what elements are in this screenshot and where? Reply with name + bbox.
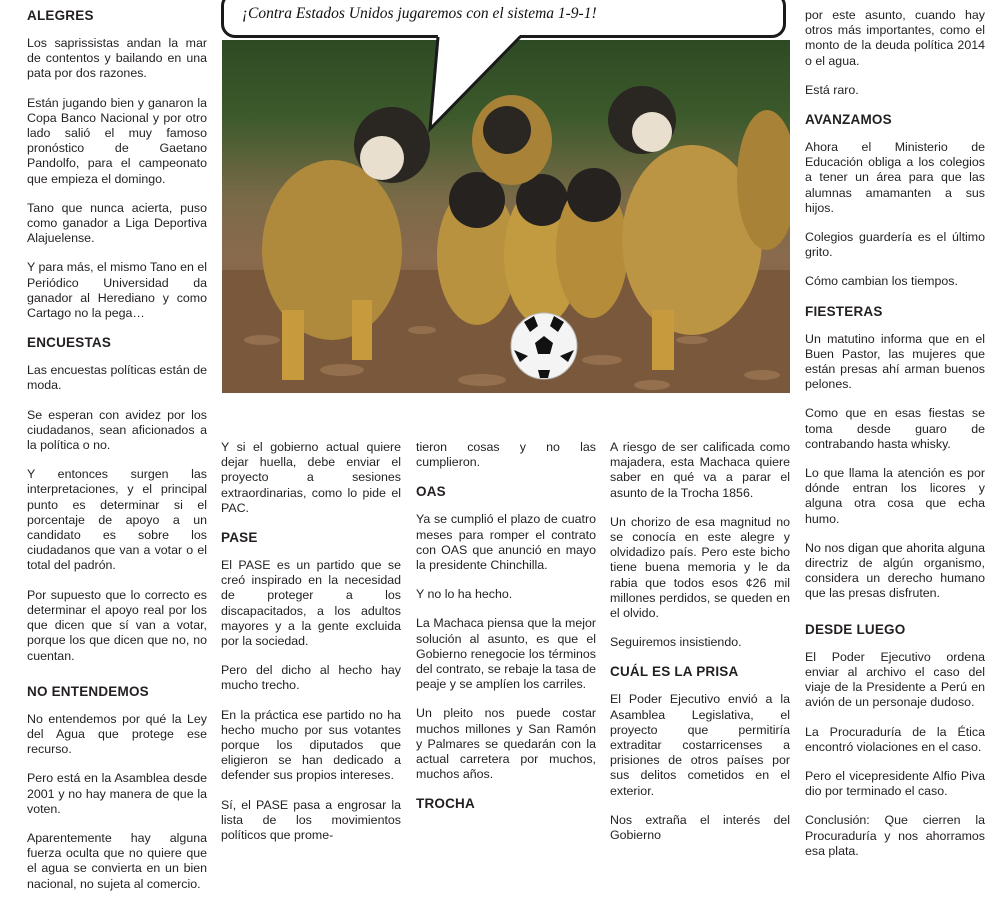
paragraph: Como que en esas fiestas se toma desde guaro de contrabando hasta whisky. bbox=[805, 406, 985, 451]
soccer-ball bbox=[511, 313, 577, 379]
paragraph: por este asunto, cuando hay otros más importantes, como el monto de la deuda política 2014 o el agua. bbox=[805, 8, 985, 68]
paragraph: Los saprissistas andan la mar de contentos y bailando en una pata por dos razones. bbox=[27, 36, 207, 81]
section-heading-pase: PASE bbox=[221, 530, 258, 546]
paragraph: Un chorizo de esa magnitud no se conocía en este alegre y olvidadizo país. Pero este bicho tiene buena memoria y le da rabia que todos esos ¢26 mil millones perdidos, se queden en el olvido. bbox=[610, 514, 790, 621]
section-heading-avanzamos: AVANZAMOS bbox=[805, 112, 892, 128]
paragraph: Un matutino informa que en el Buen Pastor, las mujeres que están presas ahí arman buenos pelones. bbox=[805, 331, 985, 392]
speech-bubble-tail bbox=[410, 34, 540, 134]
paragraph: Y no lo ha hecho. bbox=[416, 587, 513, 602]
section-heading-fiesteras: FIESTERAS bbox=[805, 303, 883, 319]
section-heading-cual-es-la-prisa: CUÁL ES LA PRISA bbox=[610, 664, 739, 680]
paragraph: Pero está en la Asamblea desde 2001 y no hay manera de que la voten. bbox=[27, 771, 207, 816]
paragraph: No nos digan que ahorita alguna directriz de algún organismo, considera un derecho humano que las presas disfruten. bbox=[805, 540, 985, 601]
paragraph: La Machaca piensa que la mejor solución al asunto, es que el Gobierno renegocie los términos del contrato, se rebaje la tasa de peaje y se amplíen los carriles. bbox=[416, 616, 596, 692]
section-heading-encuestas: ENCUESTAS bbox=[27, 335, 112, 351]
paragraph: Pero del dicho al hecho hay mucho trecho. bbox=[221, 663, 401, 693]
column-2 bbox=[221, 440, 401, 857]
paragraph: No entendemos por qué la Ley del Agua que protege ese recurso. bbox=[27, 711, 207, 757]
section-heading-trocha: TROCHA bbox=[416, 796, 475, 812]
paragraph: En la práctica ese partido no ha hecho mucho por sus votantes porque los diputados que eligieron se han dedicado a defender sus propios intereses. bbox=[221, 707, 401, 783]
paragraph: A riesgo de ser calificada como majadera, esta Machaca quiere saber en qué va a parar el asunto de la Trocha 1856. bbox=[610, 440, 790, 500]
paragraph: Y para más, el mismo Tano en el Periódico Universidad da ganador al Herediano y como Cartago no la pega… bbox=[27, 260, 207, 321]
speech-bubble-text: ¡Contra Estados Unidos jugaremos con el sistema 1-9-1! bbox=[242, 5, 597, 22]
paragraph: Aparentemente hay alguna fuerza oculta que no quiere que el agua se convierta en un bien nacional, no sujeta al comercio. bbox=[27, 830, 207, 891]
paragraph: El PASE es un partido que se creó inspirado en la necesidad de proteger a los discapacitados, a los adultos mayores y a la gente excluida por la sociedad. bbox=[221, 558, 401, 649]
column-5 bbox=[805, 8, 985, 873]
section-heading-desde-luego: DESDE LUEGO bbox=[805, 621, 906, 637]
paragraph: Colegios guardería es el último grito. bbox=[805, 230, 985, 260]
paragraph: Seguiremos insistiendo. bbox=[610, 635, 742, 650]
paragraph: Está raro. bbox=[805, 82, 859, 97]
paragraph: Sí, el PASE pasa a engrosar la lista de los movimientos políticos que prome- bbox=[221, 797, 401, 843]
paragraph: Se esperan con avidez por los ciudadanos, sean aficionados a la política o no. bbox=[27, 407, 207, 453]
paragraph: Un pleito nos puede costar muchos millones y San Ramón y Palmares se quedarán con la actual carretera por muchos, muchos años. bbox=[416, 706, 596, 782]
paragraph: Tano que nunca acierta, puso como ganador a Liga Deportiva Alajuelense. bbox=[27, 200, 207, 246]
column-1 bbox=[27, 8, 207, 906]
paragraph: Lo que llama la atención es por dónde entran los licores y alguna otra cosa que echa humo. bbox=[805, 466, 985, 526]
paragraph: Cómo cambian los tiempos. bbox=[805, 274, 958, 289]
section-heading-oas: OAS bbox=[416, 484, 446, 500]
paragraph: tieron cosas y no las cumplieron. bbox=[416, 440, 596, 470]
paragraph: Conclusión: Que cierren la Procuraduría y nos ahorramos esa plata. bbox=[805, 813, 985, 858]
paragraph: Las encuestas políticas están de moda. bbox=[27, 363, 207, 393]
paragraph: Ya se cumplió el plazo de cuatro meses para romper el contrato con OAS que anunció en mayo la presidente Chinchilla. bbox=[416, 512, 596, 573]
paragraph: El Poder Ejecutivo ordena enviar al archivo el caso del viaje de la Presidente a Perú en avión de un personaje dudoso. bbox=[805, 649, 985, 710]
section-heading-no-entendemos: NO ENTENDEMOS bbox=[27, 683, 149, 699]
section-heading-alegres: ALEGRES bbox=[27, 8, 94, 23]
paragraph: Están jugando bien y ganaron la Copa Banco Nacional y por otro lado salió el muy famoso pronóstico de Gaetano Pandolfo, para el campeonato que empieza el domingo. bbox=[27, 95, 207, 186]
paragraph: Y entonces surgen las interpretaciones, y el principal punto es determinar si el porcentaje de apoyo a un candidato es sobre los ciudadanos que van a votar o el total del padrón. bbox=[27, 467, 207, 573]
paragraph: Nos extraña el interés del Gobierno bbox=[610, 812, 790, 843]
column-4 bbox=[610, 440, 790, 857]
paragraph: La Procuraduría de la Ética encontró violaciones en el caso. bbox=[805, 724, 985, 754]
paragraph: El Poder Ejecutivo envió a la Asamblea Legislativa, el proyecto que permitiría extraditar costarricenses a prisiones de otros países por sus delitos cometidos en el exterior. bbox=[610, 692, 790, 798]
paragraph: Y si el gobierno actual quiere dejar huella, debe enviar el proyecto a sesiones extraordinarias, como lo pide el PAC. bbox=[221, 440, 401, 515]
paragraph: Ahora el Ministerio de Educación obliga a los colegios a tener un área para que las alumnas amamanten a sus hijos. bbox=[805, 140, 985, 215]
paragraph: Por supuesto que lo correcto es determinar el apoyo real por los que dicen que sí van a votar, porque los que dicen que no, no cuentan. bbox=[27, 587, 207, 663]
speech-bubble bbox=[221, 0, 786, 38]
paragraph: Pero el vicepresidente Alfio Piva dio por terminado el caso. bbox=[805, 768, 985, 799]
column-3 bbox=[416, 440, 596, 824]
